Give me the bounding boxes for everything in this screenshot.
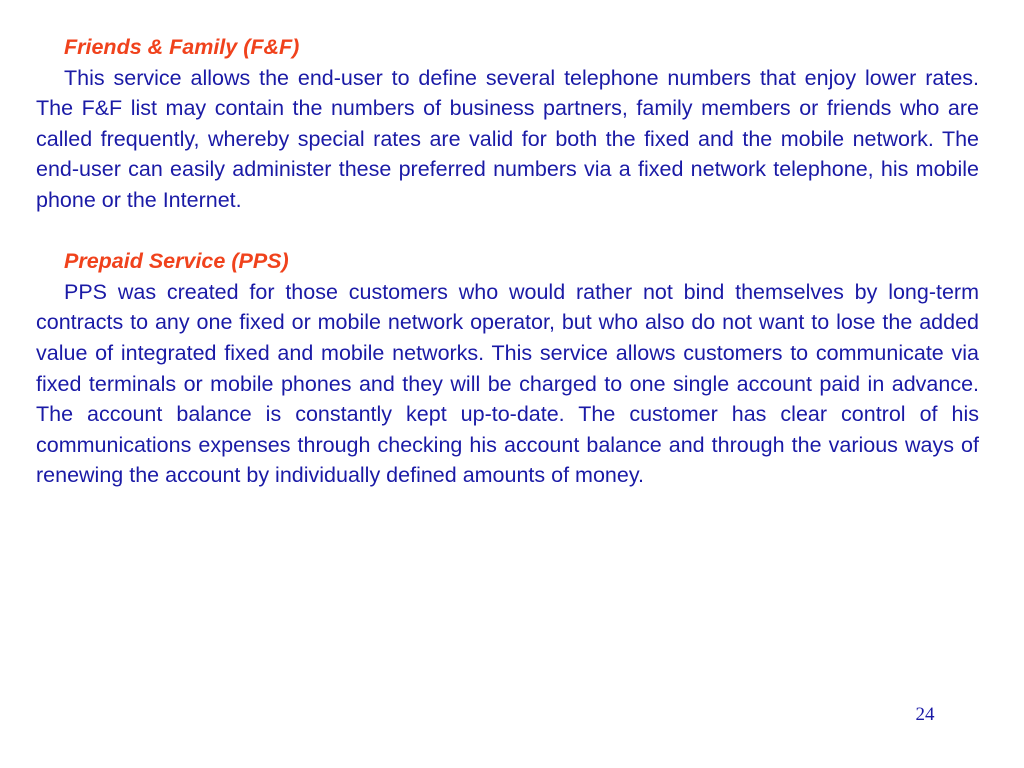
section-body: PPS was created for those customers who would rather not bind themselves by long-term contracts to any one fixed or mobile network operator, but who also do not want to lose the added value of integrated fixed and mobile networks. This service allows customers to communicate via fixed terminals or mobile phones and they will be charged to one single account paid in advance. The account balance is constantly kept up-to-date. The customer has clear control of his communications expenses through checking his account balance and through the various ways of renewing the account by individually defined amounts of money.	[36, 279, 979, 488]
page-number: 24	[915, 704, 935, 725]
section-body: This service allows the end-user to define several telephone numbers that enjoy lower rates. The F&F list may contain the numbers of business partners, family members or friends who are called frequently, whereby special rates are valid for both the fixed and the mobile network. The end-user can easily administer these preferred numbers via a fixed network telephone, his mobile phone or the Internet.	[36, 65, 979, 212]
section-heading: Prepaid Service (PPS)	[64, 249, 289, 274]
section-prepaid-service	[36, 246, 979, 491]
slide-content	[36, 32, 979, 491]
section-friends-family	[36, 32, 979, 216]
section-heading: Friends & Family (F&F)	[64, 35, 300, 59]
